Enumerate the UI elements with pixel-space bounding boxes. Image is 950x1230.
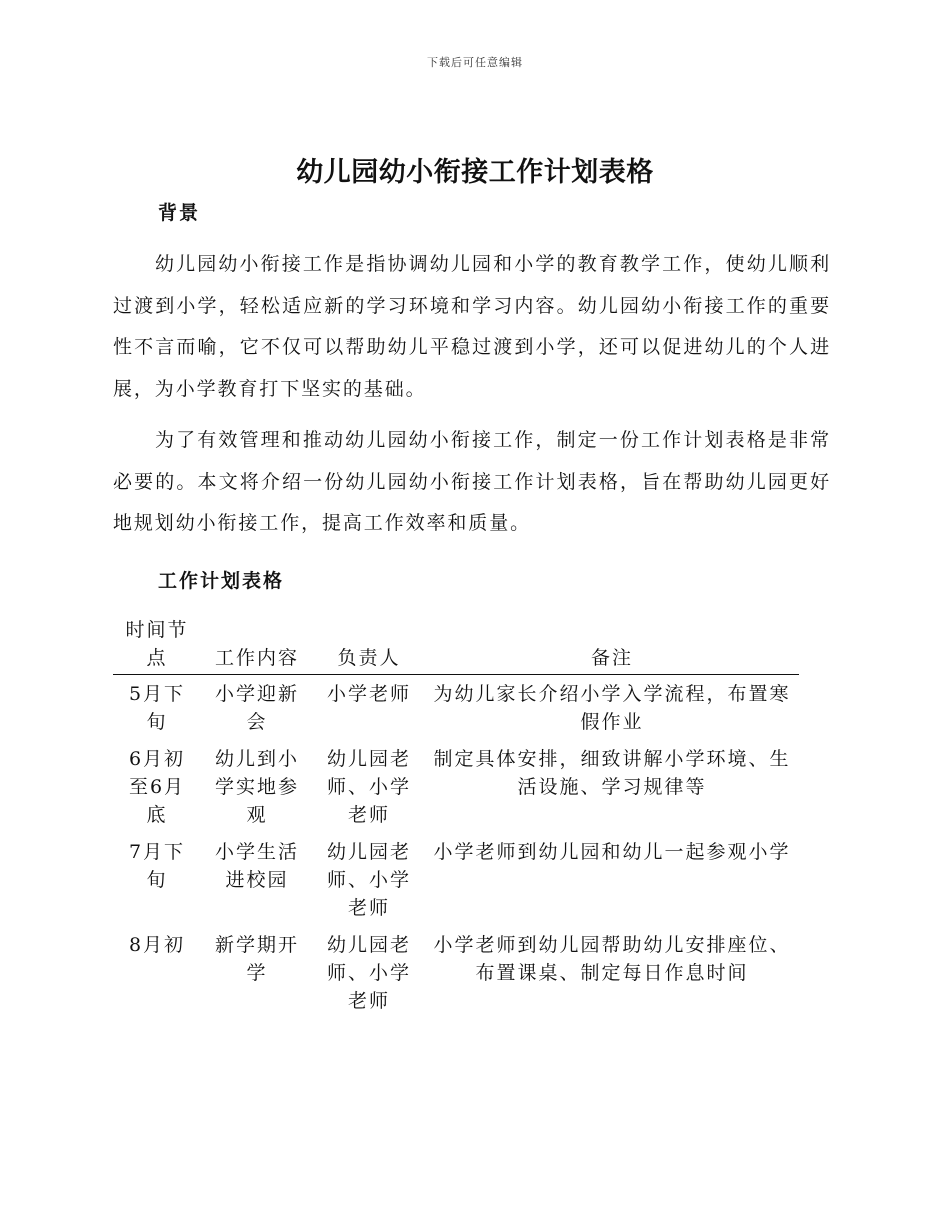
table-row — [113, 926, 799, 1019]
column-header-time: 时间节点 — [113, 616, 201, 675]
cell-content: 幼儿到小学实地参观 — [214, 748, 299, 826]
cell-time: 5月下旬 — [128, 683, 186, 733]
section-heading-background: 背景 — [158, 202, 201, 224]
cell-content: 小学迎新会 — [214, 683, 299, 733]
cell-owner: 幼儿园老师、小学老师 — [326, 934, 411, 1012]
page-header-note: 下载后可任意编辑 — [427, 56, 523, 69]
cell-content: 新学期开学 — [214, 934, 299, 984]
column-header-remarks: 备注 — [425, 616, 799, 675]
cell-owner: 小学老师 — [326, 683, 411, 705]
table-header-row — [113, 616, 799, 675]
column-header-content: 工作内容 — [201, 616, 313, 675]
background-paragraph-1: 幼儿园幼小衔接工作是指协调幼儿园和小学的教育教学工作，使幼儿顺利过渡到小学，轻松适应新的学习环境和学习内容。幼儿园幼小衔接工作的重要性不言而喻，它不仅可以帮助幼儿平稳过渡到小学，还可以促进幼儿的个人进展，为小学教育打下坚实的基础。 — [113, 253, 831, 400]
section-heading-plan-table: 工作计划表格 — [158, 570, 285, 592]
cell-content: 小学生活进校园 — [214, 841, 299, 891]
cell-time: 8月初 — [128, 934, 186, 956]
cell-remarks: 为幼儿家长介绍小学入学流程，布置寒假作业 — [433, 683, 791, 733]
document-title: 幼儿园幼小衔接工作计划表格 — [296, 157, 654, 188]
background-paragraph-2: 为了有效管理和推动幼儿园幼小衔接工作，制定一份工作计划表格是非常必要的。本文将介绍一份幼儿园幼小衔接工作计划表格，旨在帮助幼儿园更好地规划幼小衔接工作，提高工作效率和质量。 — [113, 429, 831, 534]
table-row — [113, 740, 799, 833]
cell-owner: 幼儿园老师、小学老师 — [326, 841, 411, 919]
cell-remarks: 制定具体安排，细致讲解小学环境、生活设施、学习规律等 — [433, 748, 791, 798]
cell-remarks: 小学老师到幼儿园帮助幼儿安排座位、布置课桌、制定每日作息时间 — [433, 934, 791, 984]
table-row — [113, 675, 799, 741]
cell-owner: 幼儿园老师、小学老师 — [326, 748, 411, 826]
cell-time: 7月下旬 — [128, 841, 186, 891]
cell-time: 6月初至6月底 — [128, 748, 186, 826]
table-row — [113, 833, 799, 926]
column-header-owner: 负责人 — [313, 616, 425, 675]
work-plan-table — [113, 616, 799, 1019]
cell-remarks: 小学老师到幼儿园和幼儿一起参观小学 — [433, 841, 791, 863]
